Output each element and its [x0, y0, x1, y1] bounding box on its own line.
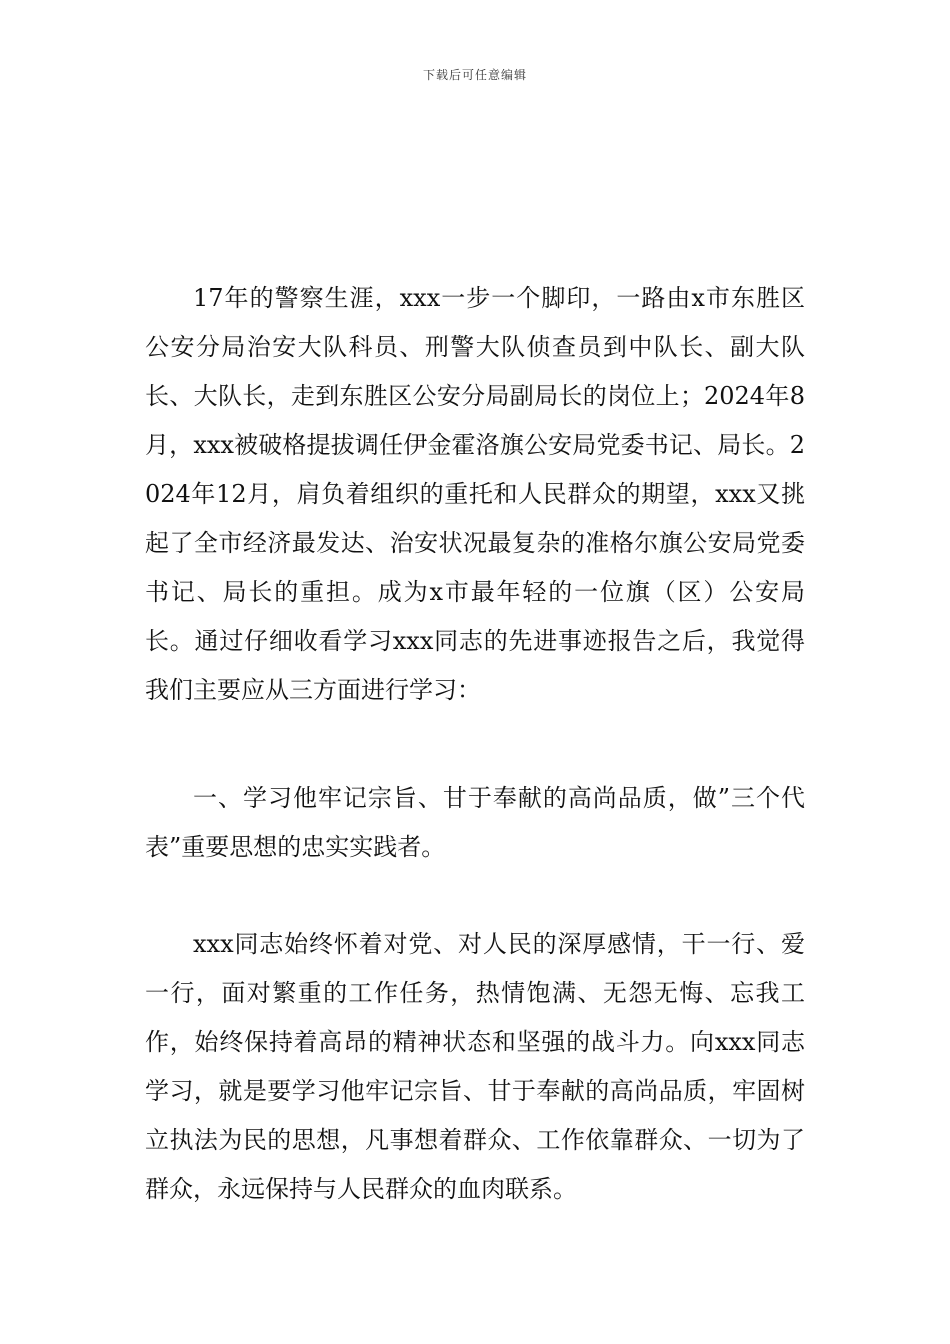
page-header: 下载后可任意编辑 — [422, 68, 527, 82]
paragraph-body: xxx同志始终怀着对党、对人民的深厚感情，干一行、爱一行，面对繁重的工作任务，热情饱满、无怨无悔、忘我工作，始终保持着高昂的精神状态和坚强的战斗力。向xxx同志学习，就是要学习他牢记宗旨、甘于奉献的高尚品质，牢固树立执法为民的思想，凡事想着群众、工作依靠群众、一切为了群众，永远保持与人民群众的血肉联系。 — [145, 930, 805, 1203]
paragraph-intro: 17年的警察生涯，xxx一步一个脚印，一路由x市东胜区公安分局治安大队科员、刑警大队侦查员到中队长、副大队长、大队长，走到东胜区公安分局副局长的岗位上；2024年8月，xxx被破格提拔调任伊金霍洛旗公安局党委书记、局长。2024年12月，肩负着组织的重托和人民群众的期望，xxx又挑起了全市经济最发达、治安状况最复杂的准格尔旗公安局党委书记、局长的重担。成为x市最年轻的一位旗（区）公安局长。通过仔细收看学习xxx同志的先进事迹报告之后，我觉得我们主要应从三方面进行学习： — [145, 284, 805, 704]
paragraph-section-heading: 一、学习他牢记宗旨、甘于奉献的高尚品质，做”三个代表”重要思想的忠实实践者。 — [145, 784, 805, 861]
